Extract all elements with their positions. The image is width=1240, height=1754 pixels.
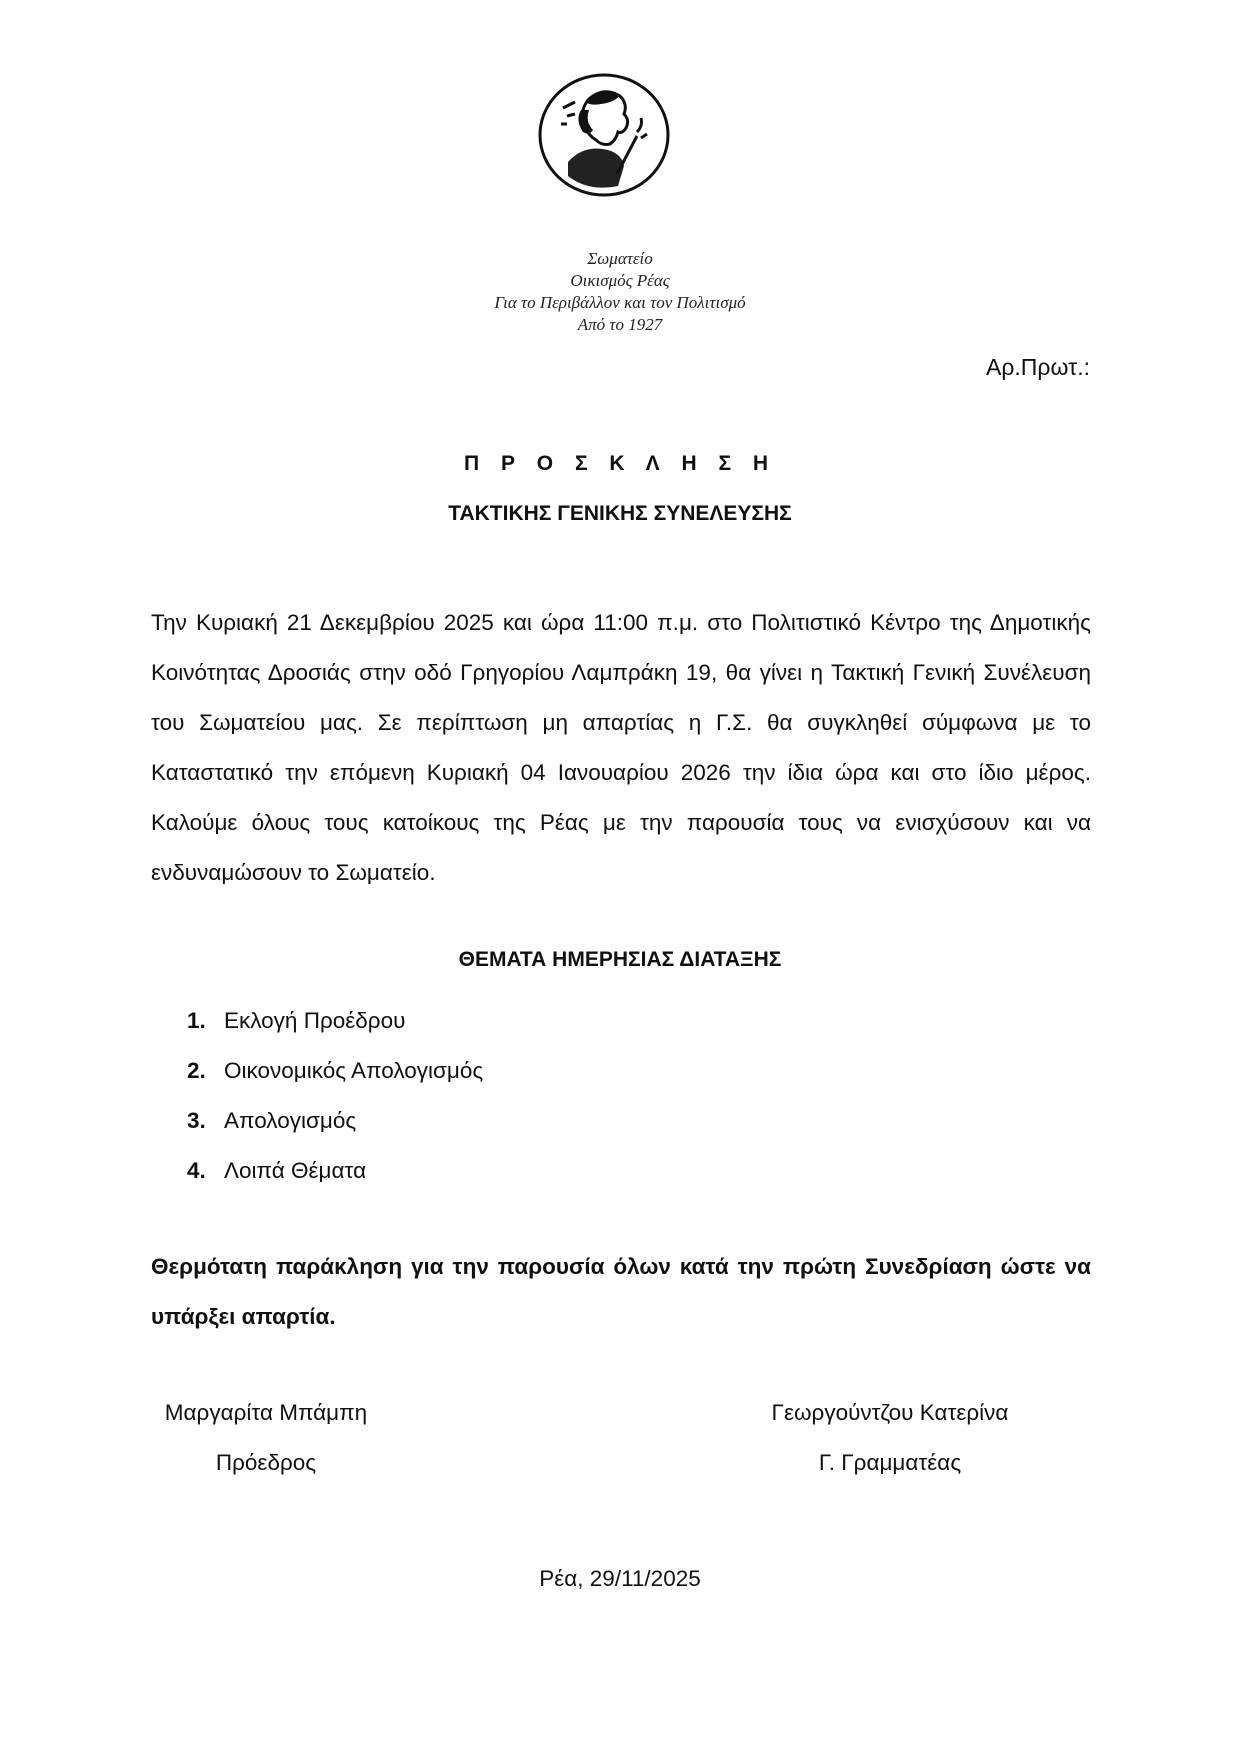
org-line: Για το Περιβάλλον και τον Πολιτισμό	[494, 293, 746, 312]
signatory-role: Πρόεδρος	[215, 1450, 317, 1475]
agenda-item-number: 1.	[187, 1008, 206, 1033]
agenda-item-number: 4.	[187, 1158, 206, 1183]
attendance-request-note: Θερμότατη παράκληση για την παρουσία όλων κατά την πρώτη Συνεδρίαση ώστε να υπάρξει απαρτία.	[151, 1254, 1091, 1329]
agenda-item	[187, 1046, 483, 1096]
place-and-date: Ρέα, 29/11/2025	[539, 1566, 701, 1591]
agenda-item-label: Εκλογή Προέδρου	[224, 1008, 406, 1033]
agenda-item-label: Απολογισμός	[224, 1108, 357, 1133]
org-line: Σωματείο	[587, 249, 653, 268]
signatory-name: Μαργαρίτα Μπάμπη	[164, 1400, 368, 1425]
signatory-role: Γ. Γραμματέας	[818, 1450, 962, 1475]
invitation-paragraph: Την Κυριακή 21 Δεκεμβρίου 2025 και ώρα 11:00 π.μ. στο Πολιτιστικό Κέντρο της Δημοτικής Κοινότητας Δροσιάς στην οδό Γρηγορίου Λαμπράκη 19, θα γίνει η Τακτική Γενική Συνέλευση του Σωματείου μας. Σε περίπτωση μη απαρτίας η Γ.Σ. θα συγκληθεί σύμφωνα με το Καταστατικό την επόμενη Κυριακή 04 Ιανουαρίου 2026 την ίδια ώρα και στο ίδιο μέρος. Καλούμε όλους τους κατοίκους της Ρέας με την παρουσία τους να ενισχύσουν και να ενδυναμώσουν το Σωματείο.	[151, 610, 1091, 885]
signature-secretary	[750, 1388, 1030, 1488]
agenda-item-number: 3.	[187, 1108, 206, 1133]
document-title: Π Ρ Ο Σ Κ Λ Η Σ Η	[463, 452, 777, 475]
logo-coin-portrait-icon	[533, 70, 675, 200]
agenda-heading: ΘΕΜΑΤΑ ΗΜΕΡΗΣΙΑΣ ΔΙΑΤΑΞΗΣ	[458, 948, 782, 971]
org-line: Από το 1927	[577, 315, 663, 334]
agenda-item	[187, 1146, 483, 1196]
agenda-list	[187, 996, 483, 1196]
protocol-number-label: Αρ.Πρωτ.:	[985, 354, 1090, 380]
signatory-name: Γεωργούντζου Κατερίνα	[771, 1400, 1009, 1425]
agenda-item	[187, 1096, 483, 1146]
document-subtitle: ΤΑΚΤΙΚΗΣ ΓΕΝΙΚΗΣ ΣΥΝΕΛΕΥΣΗΣ	[448, 502, 792, 525]
agenda-item	[187, 996, 483, 1046]
agenda-item-label: Οικονομικός Απολογισμός	[224, 1058, 484, 1083]
agenda-item-label: Λοιπά Θέματα	[224, 1158, 367, 1183]
signature-president	[151, 1388, 381, 1488]
agenda-item-number: 2.	[187, 1058, 206, 1083]
org-line: Οικισμός Ρέας	[570, 271, 670, 290]
organization-name-block	[320, 248, 920, 336]
